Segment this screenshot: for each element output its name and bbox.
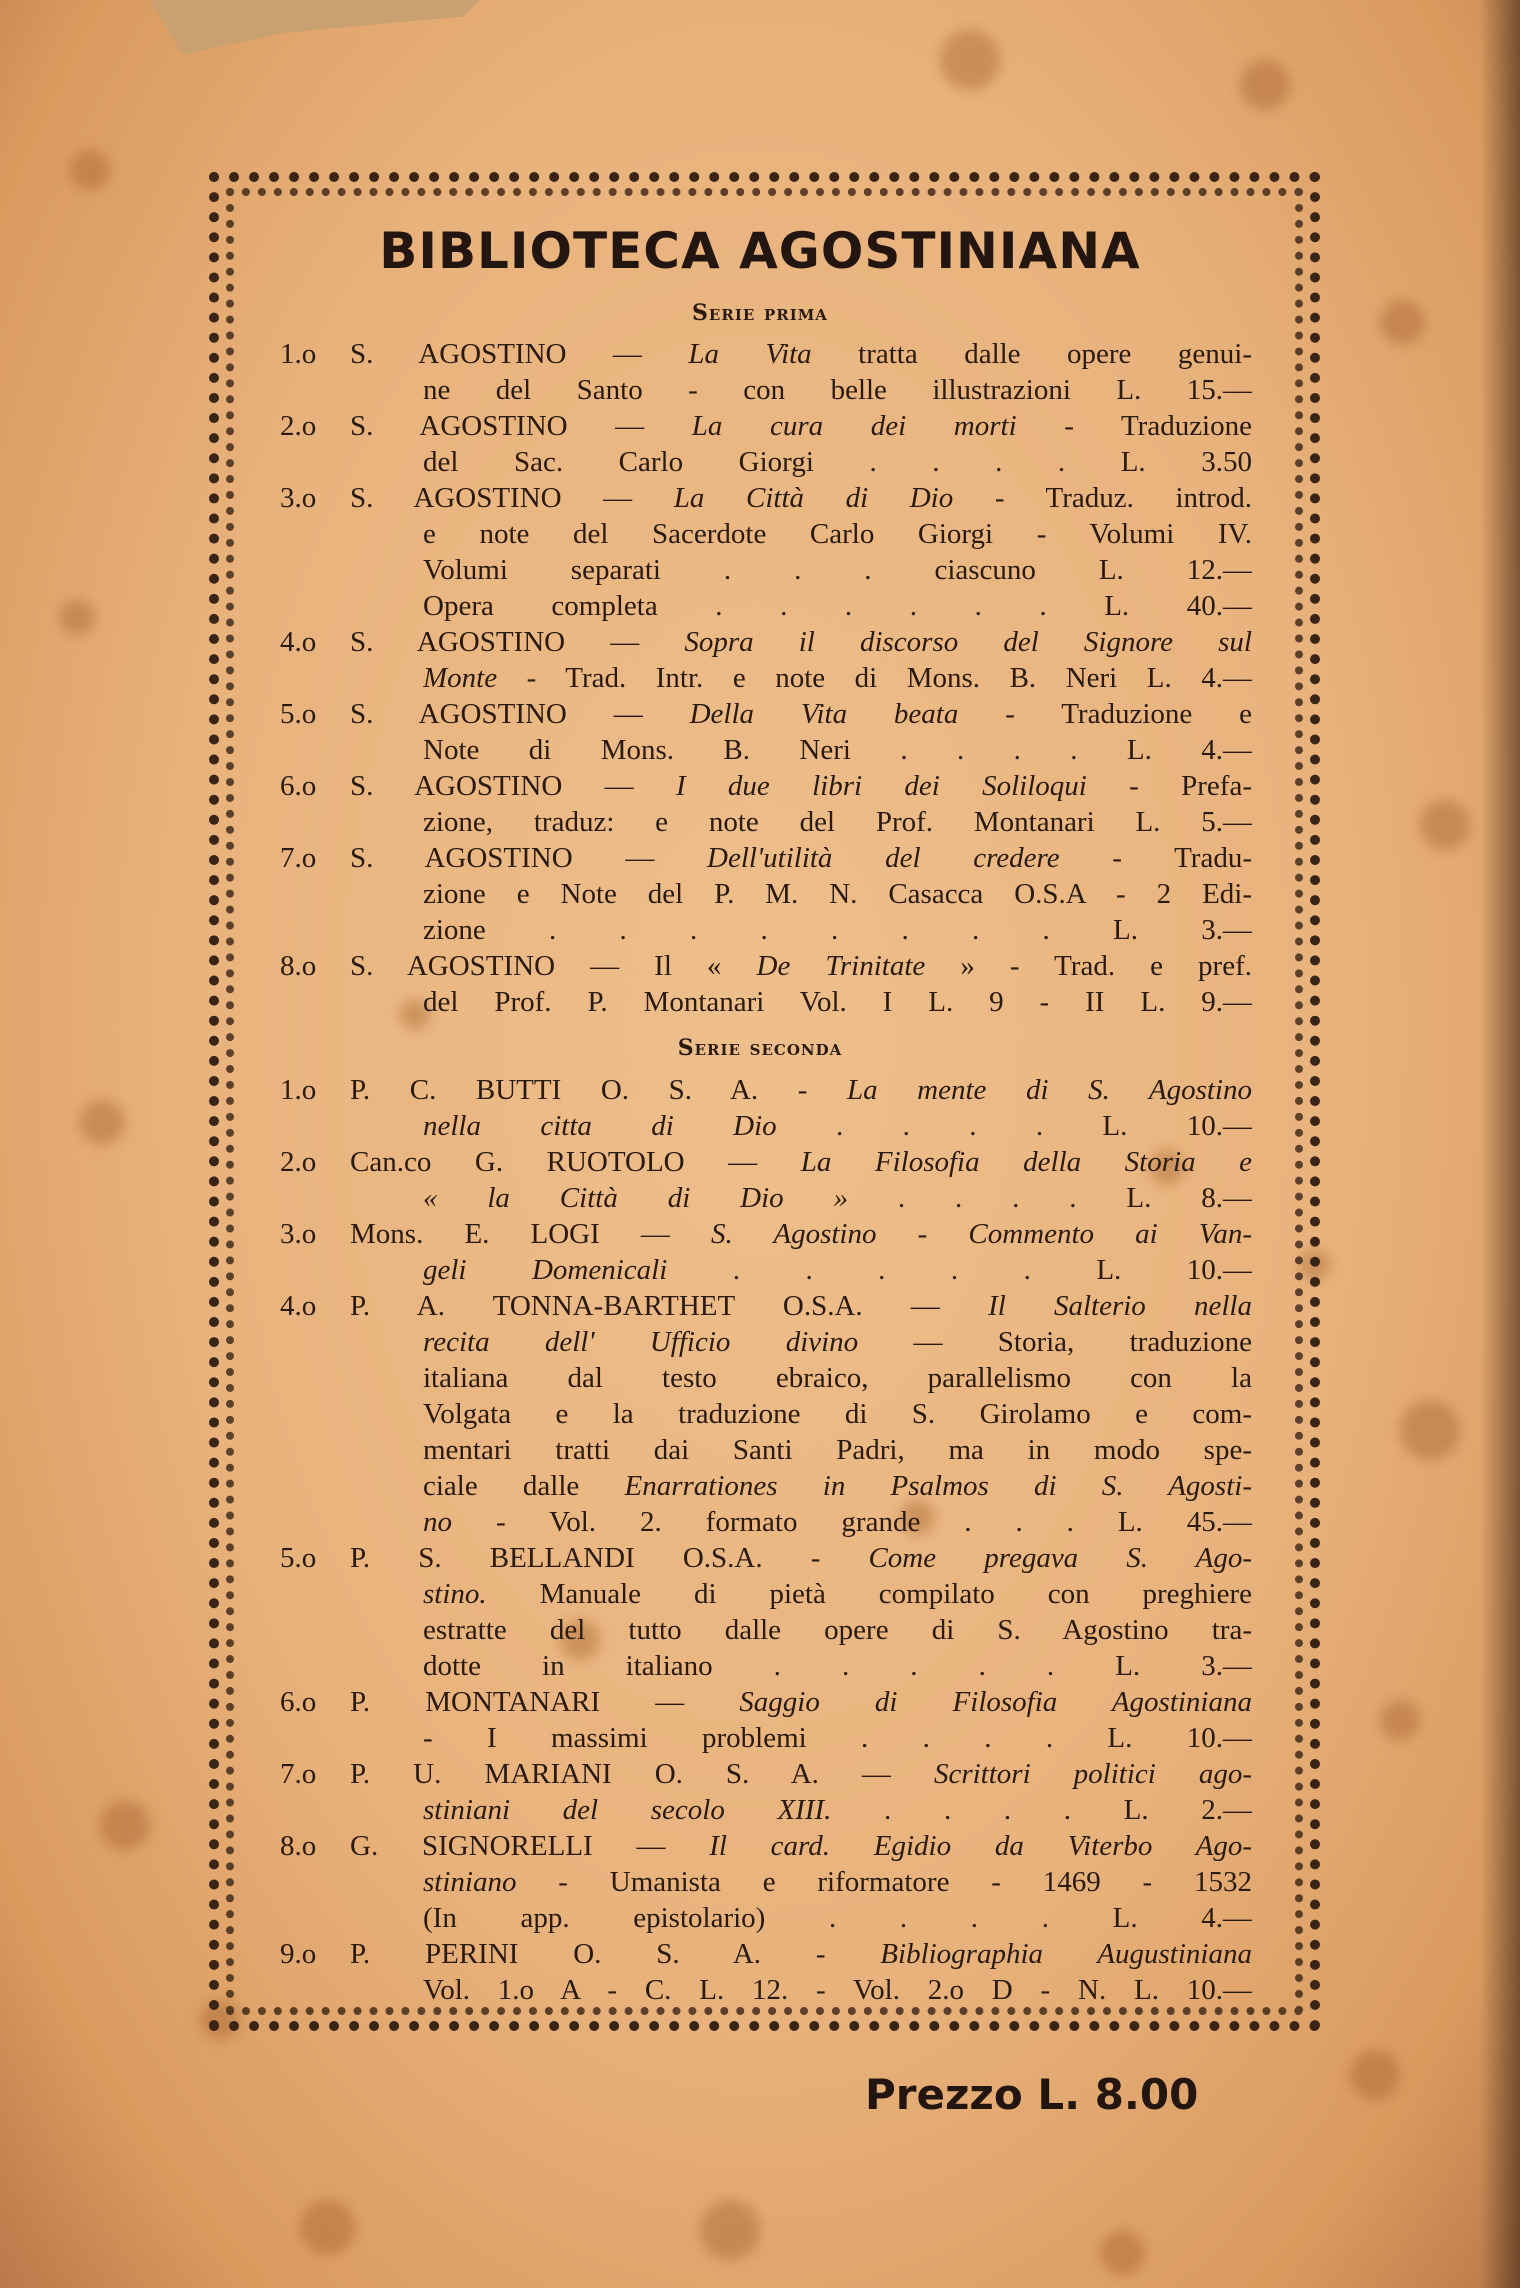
entry-text: ciale dalle bbox=[423, 1470, 625, 1502]
catalog-entry bbox=[280, 624, 1252, 696]
stain bbox=[940, 30, 1000, 90]
entry-text: tratta dalle opere genui- bbox=[811, 338, 1252, 370]
entry-line bbox=[423, 1576, 1252, 1612]
entry-text: P. MONTANARI — bbox=[350, 1686, 740, 1718]
catalog-entry bbox=[280, 1072, 1252, 1144]
entry-text: Can.co G. RUOTOLO — bbox=[350, 1146, 801, 1178]
entry-text: Opera completa . . . . . . L. 40.— bbox=[423, 590, 1252, 622]
entry-title-text: La cura dei morti bbox=[691, 410, 1017, 442]
catalog-entry bbox=[280, 336, 1252, 408]
entry-text: . . . . L. 2.— bbox=[831, 1794, 1252, 1826]
entry-title-text: recita dell' Ufficio divino bbox=[423, 1326, 859, 1358]
entry-text: zione e Note del P. M. N. Casacca O.S.A - 2 Edi- bbox=[423, 878, 1252, 910]
entry-number: 1.o bbox=[280, 1074, 317, 1106]
entry-text: ne del Santo - con belle illustrazioni L. 15.— bbox=[423, 374, 1252, 406]
entry-line bbox=[423, 1648, 1252, 1684]
series-heading-seconda: Serie seconda bbox=[677, 1035, 843, 1061]
entry-title-text: Il card. Egidio da Viterbo Ago- bbox=[709, 1830, 1252, 1862]
entry-number: 7.o bbox=[280, 842, 317, 874]
page-title: BIBLIOTECA AGOSTINIANA bbox=[379, 222, 1141, 280]
entry-line bbox=[423, 1864, 1252, 1900]
entry-line bbox=[423, 876, 1252, 912]
catalog-entry bbox=[280, 1756, 1252, 1828]
entry-line bbox=[423, 1720, 1252, 1756]
entry-line bbox=[350, 768, 1252, 804]
entry-line bbox=[423, 1792, 1252, 1828]
entry-title-text: stiniani del secolo XIII. bbox=[423, 1794, 832, 1826]
entry-number: 9.o bbox=[280, 1938, 317, 1970]
entry-title-text: Il Salterio nella bbox=[988, 1290, 1252, 1322]
entry-line bbox=[350, 1756, 1252, 1792]
entry-text: Manuale di pietà compilato con preghiere bbox=[486, 1578, 1252, 1610]
entry-line bbox=[350, 1684, 1252, 1720]
entry-line bbox=[423, 1108, 1252, 1144]
catalog-entry bbox=[280, 1216, 1252, 1288]
entry-text: G. SIGNORELLI — bbox=[350, 1830, 710, 1862]
entry-text: . . . . . L. 10.— bbox=[667, 1254, 1252, 1286]
stain bbox=[60, 600, 95, 635]
entry-number: 4.o bbox=[280, 1290, 317, 1322]
entry-text: dotte in italiano . . . . . L. 3.— bbox=[423, 1650, 1252, 1682]
entry-text: - Umanista e riformatore - 1469 - 1532 bbox=[516, 1866, 1252, 1898]
entry-text: S. AGOSTINO — bbox=[350, 698, 690, 730]
entry-number: 3.o bbox=[280, 1218, 317, 1250]
worn-edge bbox=[1480, 0, 1520, 2288]
entry-title-text: nella citta di Dio bbox=[423, 1110, 777, 1142]
stain bbox=[70, 150, 110, 190]
stain bbox=[700, 2200, 760, 2260]
entry-title-text: Saggio di Filosofia Agostiniana bbox=[739, 1686, 1252, 1718]
entry-line bbox=[423, 1396, 1252, 1432]
catalog-entry bbox=[280, 1828, 1252, 1936]
entry-text: . . . . L. 10.— bbox=[776, 1110, 1252, 1142]
entry-text: . . . . L. 8.— bbox=[848, 1182, 1252, 1214]
entry-text: Volgata e la traduzione di S. Girolamo e com- bbox=[423, 1398, 1252, 1430]
entry-number: 8.o bbox=[280, 950, 317, 982]
entry-title-text: stiniano bbox=[423, 1866, 517, 1898]
entry-text: S. AGOSTINO — bbox=[350, 626, 685, 658]
entry-line bbox=[350, 840, 1252, 876]
entry-title-text: no bbox=[423, 1506, 452, 1538]
entry-number: 5.o bbox=[280, 698, 317, 730]
stain bbox=[1400, 1400, 1460, 1460]
entry-text: S. AGOSTINO — bbox=[350, 842, 708, 874]
catalog-entry bbox=[280, 1288, 1252, 1540]
entry-text: - I massimi problemi . . . . L. 10.— bbox=[423, 1722, 1252, 1754]
entry-line bbox=[350, 1216, 1252, 1252]
entry-text: — Storia, traduzione bbox=[858, 1326, 1252, 1358]
entry-title-text: Enarrationes in Psalmos di S. Agosti- bbox=[624, 1470, 1252, 1502]
entry-text: P. A. TONNA-BARTHET O.S.A. — bbox=[350, 1290, 989, 1322]
catalog-entry bbox=[280, 696, 1252, 768]
entry-number: 5.o bbox=[280, 1542, 317, 1574]
entry-number: 1.o bbox=[280, 338, 317, 370]
entry-line bbox=[423, 516, 1252, 552]
entry-line bbox=[350, 948, 1252, 984]
entry-title-text: Monte bbox=[423, 662, 498, 694]
entry-title-text: Bibliographia Augustiniana bbox=[880, 1938, 1252, 1970]
entry-title-text: Sopra il discorso del Signore sul bbox=[684, 626, 1252, 658]
entry-title-text: « la Città di Dio » bbox=[423, 1182, 849, 1214]
entry-text: P. PERINI O. S. A. - bbox=[350, 1938, 881, 1970]
entry-text: - Prefa- bbox=[1086, 770, 1252, 802]
entry-line bbox=[423, 1252, 1252, 1288]
entry-line bbox=[423, 1432, 1252, 1468]
entry-text: del Sac. Carlo Giorgi . . . . L. 3.50 bbox=[423, 446, 1252, 478]
entry-text: P. C. BUTTI O. S. A. - bbox=[350, 1074, 847, 1106]
entry-title-text: S. Agostino - Commento ai Van- bbox=[711, 1218, 1252, 1250]
stain bbox=[1100, 2230, 1145, 2275]
entry-text: e note del Sacerdote Carlo Giorgi - Volumi IV. bbox=[423, 518, 1252, 550]
entry-line bbox=[423, 912, 1252, 948]
catalog-entry bbox=[280, 840, 1252, 948]
entry-text: - Traduzione bbox=[1016, 410, 1252, 442]
entry-title-text: Come pregava S. Ago- bbox=[868, 1542, 1252, 1574]
stain bbox=[1420, 800, 1470, 850]
entry-line bbox=[423, 732, 1252, 768]
entry-line bbox=[423, 552, 1252, 588]
entry-line bbox=[350, 1144, 1252, 1180]
catalog-entry bbox=[280, 480, 1252, 624]
entry-line bbox=[350, 336, 1252, 372]
entry-number: 8.o bbox=[280, 1830, 317, 1862]
entry-text: zione . . . . . . . . L. 3.— bbox=[423, 914, 1252, 946]
stain bbox=[1350, 2050, 1400, 2100]
entry-text: Volumi separati . . . ciascuno L. 12.— bbox=[423, 554, 1252, 586]
entry-title-text: La Vita bbox=[688, 338, 812, 370]
entry-title-text: Scrittori politici ago- bbox=[933, 1758, 1252, 1790]
entry-text: S. AGOSTINO — Il « bbox=[350, 950, 757, 982]
entry-line bbox=[423, 588, 1252, 624]
stain bbox=[100, 1800, 150, 1850]
entry-text: mentari tratti dai Santi Padri, ma in modo spe- bbox=[423, 1434, 1252, 1466]
entry-line bbox=[423, 444, 1252, 480]
entry-text: italiana dal testo ebraico, parallelismo con la bbox=[423, 1362, 1252, 1394]
entry-text: S. AGOSTINO — bbox=[350, 482, 674, 514]
entry-number: 4.o bbox=[280, 626, 317, 658]
entry-line bbox=[423, 1972, 1252, 2008]
entry-line bbox=[423, 1612, 1252, 1648]
entry-line bbox=[423, 1468, 1252, 1504]
entry-number: 6.o bbox=[280, 1686, 317, 1718]
entry-line bbox=[423, 1180, 1252, 1216]
entry-title-text: geli Domenicali bbox=[423, 1254, 668, 1286]
entry-text: - Vol. 2. formato grande . . . L. 45.— bbox=[452, 1506, 1252, 1538]
entry-text: - Tradu- bbox=[1059, 842, 1252, 874]
series-seconda-list bbox=[280, 1072, 1252, 2008]
entry-text: - Traduzione e bbox=[958, 698, 1252, 730]
entry-line bbox=[423, 1900, 1252, 1936]
stain bbox=[1380, 1700, 1420, 1740]
entry-text: del Prof. P. Montanari Vol. I L. 9 - II L. 9.— bbox=[423, 986, 1252, 1018]
catalog-entry bbox=[280, 408, 1252, 480]
entry-number: 6.o bbox=[280, 770, 317, 802]
entry-line bbox=[423, 1324, 1252, 1360]
entry-text: S. AGOSTINO — bbox=[350, 770, 676, 802]
entry-text: - Trad. Intr. e note di Mons. B. Neri L. 4.— bbox=[497, 662, 1252, 694]
entry-text: - Traduz. introd. bbox=[953, 482, 1252, 514]
entry-title-text: De Trinitate bbox=[756, 950, 926, 982]
stain bbox=[80, 1100, 125, 1145]
entry-text: P. S. BELLANDI O.S.A. - bbox=[350, 1542, 869, 1574]
entry-line bbox=[350, 1072, 1252, 1108]
stain bbox=[300, 2200, 355, 2255]
entry-number: 3.o bbox=[280, 482, 317, 514]
entry-line bbox=[350, 408, 1252, 444]
entry-line bbox=[423, 372, 1252, 408]
torn-corner bbox=[150, 0, 480, 55]
catalog-entry bbox=[280, 1144, 1252, 1216]
entry-text: S. AGOSTINO — bbox=[350, 410, 692, 442]
entry-text: P. U. MARIANI O. S. A. — bbox=[350, 1758, 934, 1790]
entry-line bbox=[423, 660, 1252, 696]
entry-text: Note di Mons. B. Neri . . . . L. 4.— bbox=[423, 734, 1252, 766]
entry-text: zione, traduz: e note del Prof. Montanari L. 5.— bbox=[423, 806, 1252, 838]
entry-title-text: Della Vita beata bbox=[689, 698, 959, 730]
entry-number: 7.o bbox=[280, 1758, 317, 1790]
entry-title-text: stino. bbox=[423, 1578, 487, 1610]
catalog-entry bbox=[280, 1540, 1252, 1684]
entry-text: (In app. epistolario) . . . . L. 4.— bbox=[423, 1902, 1252, 1934]
series-heading-prima: Serie prima bbox=[692, 300, 828, 326]
entry-text: Vol. 1.o A - C. L. 12. - Vol. 2.o D - N. L. 10.— bbox=[423, 1974, 1252, 2006]
entry-text: estratte del tutto dalle opere di S. Agostino tra- bbox=[423, 1614, 1252, 1646]
entry-line bbox=[350, 1828, 1252, 1864]
entry-title-text: La Filosofia della Storia e bbox=[800, 1146, 1252, 1178]
entry-line bbox=[350, 1936, 1252, 1972]
catalog-entry bbox=[280, 1936, 1252, 2008]
entry-text: S. AGOSTINO — bbox=[350, 338, 689, 370]
entry-title-text: I due libri dei Soliloqui bbox=[675, 770, 1087, 802]
entry-text: » - Trad. e pref. bbox=[925, 950, 1252, 982]
entry-line bbox=[350, 696, 1252, 732]
entry-line bbox=[350, 1540, 1252, 1576]
entry-line bbox=[350, 1288, 1252, 1324]
entry-line bbox=[423, 1360, 1252, 1396]
entry-title-text: Dell'utilità del credere bbox=[707, 842, 1060, 874]
stain bbox=[1240, 60, 1290, 110]
catalog-entry bbox=[280, 948, 1252, 1020]
price-label: Prezzo L. 8.00 bbox=[865, 2070, 1199, 2119]
entry-line bbox=[423, 1504, 1252, 1540]
entry-line bbox=[423, 984, 1252, 1020]
catalog-entry bbox=[280, 1684, 1252, 1756]
entry-title-text: La Città di Dio bbox=[673, 482, 954, 514]
catalog-entry bbox=[280, 768, 1252, 840]
entry-text: Mons. E. LOGI — bbox=[350, 1218, 712, 1250]
entry-number: 2.o bbox=[280, 410, 317, 442]
entry-line bbox=[350, 624, 1252, 660]
entry-line bbox=[350, 480, 1252, 516]
entry-title-text: La mente di S. Agostino bbox=[846, 1074, 1252, 1106]
entry-line bbox=[423, 804, 1252, 840]
entry-number: 2.o bbox=[280, 1146, 317, 1178]
series-prima-list bbox=[280, 336, 1252, 1020]
